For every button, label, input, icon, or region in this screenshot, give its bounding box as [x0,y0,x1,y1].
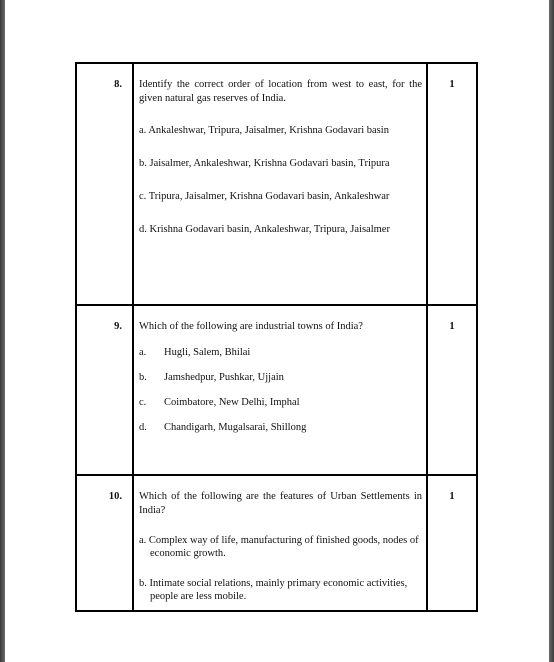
option-text-continued: people are less mobile. [150,591,247,602]
question-body [133,475,427,611]
option-text: Coimbatore, New Delhi, Imphal [164,397,300,408]
option-text: b. Intimate social relations, mainly primary economic activities, [139,578,408,589]
marks-value: 1 [449,321,455,332]
option-text: a. Complex way of life, manufacturing of finished goods, nodes of [139,535,419,546]
option-b [134,371,426,384]
option-letter: c. [139,397,147,408]
marks-cell [427,475,477,611]
option-text: Chandigarh, Mugalsarai, Shillong [164,422,307,433]
option-d: d. Krishna Godavari basin, Ankaleshwar, Tripura, Jaisalmer [139,224,390,235]
question-text: Which of the following are industrial towns of India? [139,321,363,332]
document-page [5,0,549,662]
option-letter: b. [139,372,147,383]
option-text: Hugli, Salem, Bhilai [164,347,251,358]
option-a [134,346,426,359]
option-b [134,577,426,603]
marks-cell [427,63,477,305]
viewer-right-edge [549,0,554,662]
option-b: b. Jaisalmer, Ankaleshwar, Krishna Godavari basin, Tripura [139,158,390,169]
question-row-10 [76,475,477,611]
option-a [134,534,426,560]
question-text: Which of the following are the features of Urban Settlements in India? [139,491,422,516]
question-body [133,305,427,475]
option-c [134,396,426,409]
question-number-cell [76,63,133,305]
marks-cell [427,305,477,475]
question-table [75,62,478,612]
option-letter: d. [139,422,147,433]
option-d [134,421,426,434]
option-c: c. Tripura, Jaisalmer, Krishna Godavari basin, Ankaleshwar [139,191,390,202]
marks-value: 1 [449,491,455,502]
option-a: a. Ankaleshwar, Tripura, Jaisalmer, Krishna Godavari basin [139,125,389,136]
option-text: Jamshedpur, Pushkar, Ujjain [164,372,284,383]
question-number: 10. [108,491,122,502]
question-number: 8. [114,79,122,90]
question-body [133,63,427,305]
marks-value: 1 [449,79,455,90]
question-row-8 [76,63,477,305]
question-number: 9. [114,321,122,332]
question-text: Identify the correct order of location from west to east, for the given natural gas reserves of India. [139,79,422,104]
question-row-9 [76,305,477,475]
option-letter: a. [139,347,147,358]
option-text-continued: economic growth. [150,548,226,559]
question-number-cell [76,475,133,611]
question-number-cell [76,305,133,475]
